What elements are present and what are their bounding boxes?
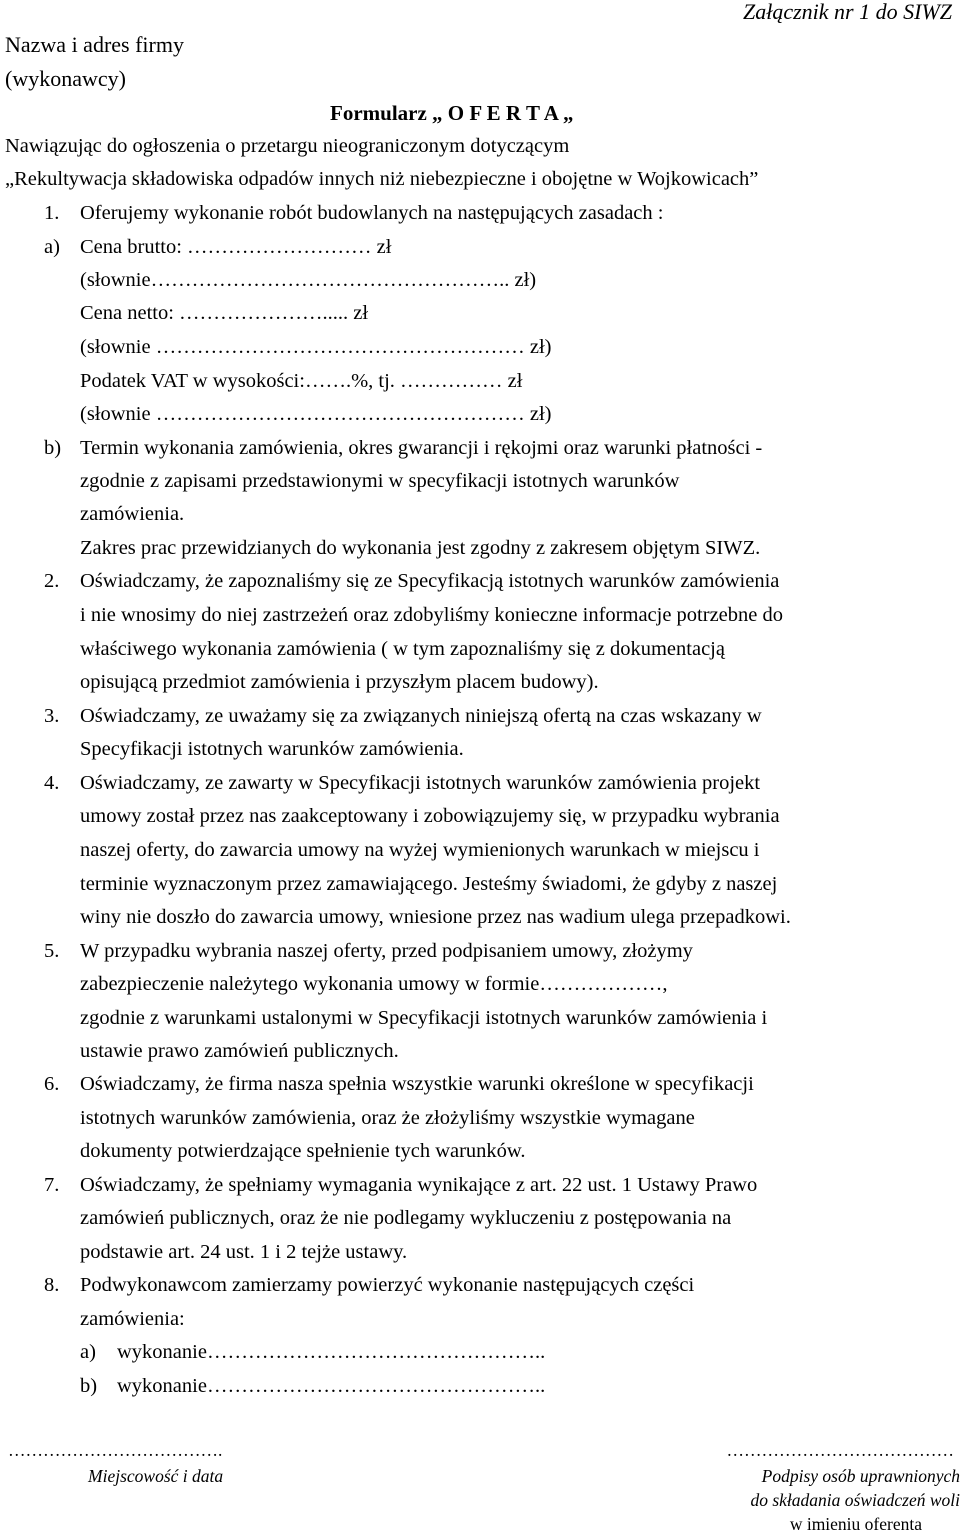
item-6-line-2: istotnych warunków zamówienia, oraz że złożyliśmy wszystkie wymagane [80,1107,695,1129]
gross-price-line: Cena brutto: ……………………… zł [80,236,392,258]
item-8-a-text: wykonanie………………………………………….. [117,1341,546,1363]
item-7-line-3: podstawie art. 24 ust. 1 i 2 tejże ustawy. [80,1241,408,1263]
item-5-line-2: zabezpieczenie należytego wykonania umowy w formie………………, [80,973,668,995]
item-4-line-4: terminie wyznaczonym przez zamawiającego. Jesteśmy świadomi, że gdyby z naszej [80,873,778,895]
item-number-3: 3. [44,705,60,727]
item-b-line-4: Zakres prac przewidzianych do wykonania jest zgodny z zakresem objętym SIWZ. [80,537,761,559]
company-sublabel: (wykonawcy) [5,66,126,91]
item-6-line-1: Oświadczamy, że firma nasza spełnia wszystkie warunki określone w specyfikacji [80,1073,754,1095]
net-price-words: (słownie ……………………………………………… zł) [80,336,552,358]
vat-words: (słownie ……………………………………………… zł) [80,403,552,425]
form-title: Formularz „ O F E R T A „ [330,101,574,125]
item-5-line-4: ustawie prawo zamówień publicznych. [80,1040,399,1062]
attachment-note: Załącznik nr 1 do SIWZ [743,0,952,24]
vat-line: Podatek VAT w wysokości:…….%, tj. …………… zł [80,370,523,392]
item-2-line-2: i nie wnosimy do niej zastrzeżeń oraz zdobyliśmy konieczne informacje potrzebne do [80,604,784,626]
item-number-7: 7. [44,1174,60,1196]
item-3-line-2: Specyfikacji istotnych warunków zamówienia. [80,738,464,760]
place-date-dots: ………………………………. [8,1440,223,1460]
item-4-line-1: Oświadczamy, ze zawarty w Specyfikacji istotnych warunków zamówienia projekt [80,772,761,794]
item-6-line-3: dokumenty potwierdzające spełnienie tych warunków. [80,1140,526,1162]
item-5-line-3: zgodnie z warunkami ustalonymi w Specyfikacji istotnych warunków zamówienia i [80,1007,768,1029]
item-7-line-1: Oświadczamy, że spełniamy wymagania wynikające z art. 22 ust. 1 Ustawy Prawo [80,1174,758,1196]
item-2-line-1: Oświadczamy, że zapoznaliśmy się ze Specyfikacją istotnych warunków zamówienia [80,570,780,592]
gross-price-words: (słownie…………………………………………….. zł) [80,269,537,291]
item-4-line-5: winy nie doszło do zawarcia umowy, wniesione przez nas wadium ulega przepadkowi. [80,906,791,928]
item-1-text: Oferujemy wykonanie robót budowlanych na następujących zasadach : [80,202,664,224]
item-b-line-2: zgodnie z zapisami przedstawionymi w specyfikacji istotnych warunków [80,470,680,492]
item-8-a-label: a) [80,1341,96,1363]
item-7-line-2: zamówień publicznych, oraz że nie podlegamy wykluczeniu z postępowania na [80,1207,732,1229]
item-number-1: 1. [44,202,60,224]
sub-a-label: a) [44,236,60,258]
item-b-line-1: Termin wykonania zamówienia, okres gwarancji i rękojmi oraz warunki płatności - [80,437,763,459]
item-number-6: 6. [44,1073,60,1095]
item-number-2: 2. [44,570,60,592]
item-8-line-1: Podwykonawcom zamierzamy powierzyć wykonanie następujących części [80,1274,695,1296]
signature-label-2: do składania oświadczeń woli [750,1490,960,1510]
item-2-line-3: właściwego wykonania zamówienia ( w tym zapoznaliśmy się z dokumentacją [80,638,725,660]
item-number-8: 8. [44,1274,60,1296]
item-8-b-label: b) [80,1375,98,1397]
intro-line-2: „Rekultywacja składowiska odpadów innych niż niebezpieczne i obojętne w Wojkowicach” [5,168,759,190]
item-b-line-3: zamówienia. [80,503,185,525]
item-4-line-3: naszej oferty, do zawarcia umowy na wyżej wymienionych warunkach w miejscu i [80,839,760,861]
item-8-b-text: wykonanie………………………………………….. [117,1375,546,1397]
item-5-line-1: W przypadku wybrania naszej oferty, przed podpisaniem umowy, złożymy [80,940,693,962]
place-date-label: Miejscowość i data [88,1466,224,1486]
item-2-line-4: opisującą przedmiot zamówienia i przyszłym placem budowy). [80,671,599,693]
sub-b-label: b) [44,437,62,459]
item-4-line-2: umowy został przez nas zaakceptowany i zobowiązujemy się, w przypadku wybrania [80,805,780,827]
item-number-5: 5. [44,940,60,962]
signature-dots: ………………………………… [726,1440,954,1460]
item-number-4: 4. [44,772,60,794]
signature-label-3: w imieniu oferenta [789,1514,922,1534]
item-8-line-2: zamówienia: [80,1308,185,1330]
net-price-line: Cena netto: …………………..... zł [80,302,369,324]
signature-label-1: Podpisy osób uprawnionych [761,1466,960,1486]
intro-line-1: Nawiązując do ogłoszenia o przetargu nieograniczonym dotyczącym [5,135,570,157]
company-label: Nazwa i adres firmy [5,32,184,57]
item-3-line-1: Oświadczamy, ze uważamy się za związanych niniejszą ofertą na czas wskazany w [80,705,762,727]
